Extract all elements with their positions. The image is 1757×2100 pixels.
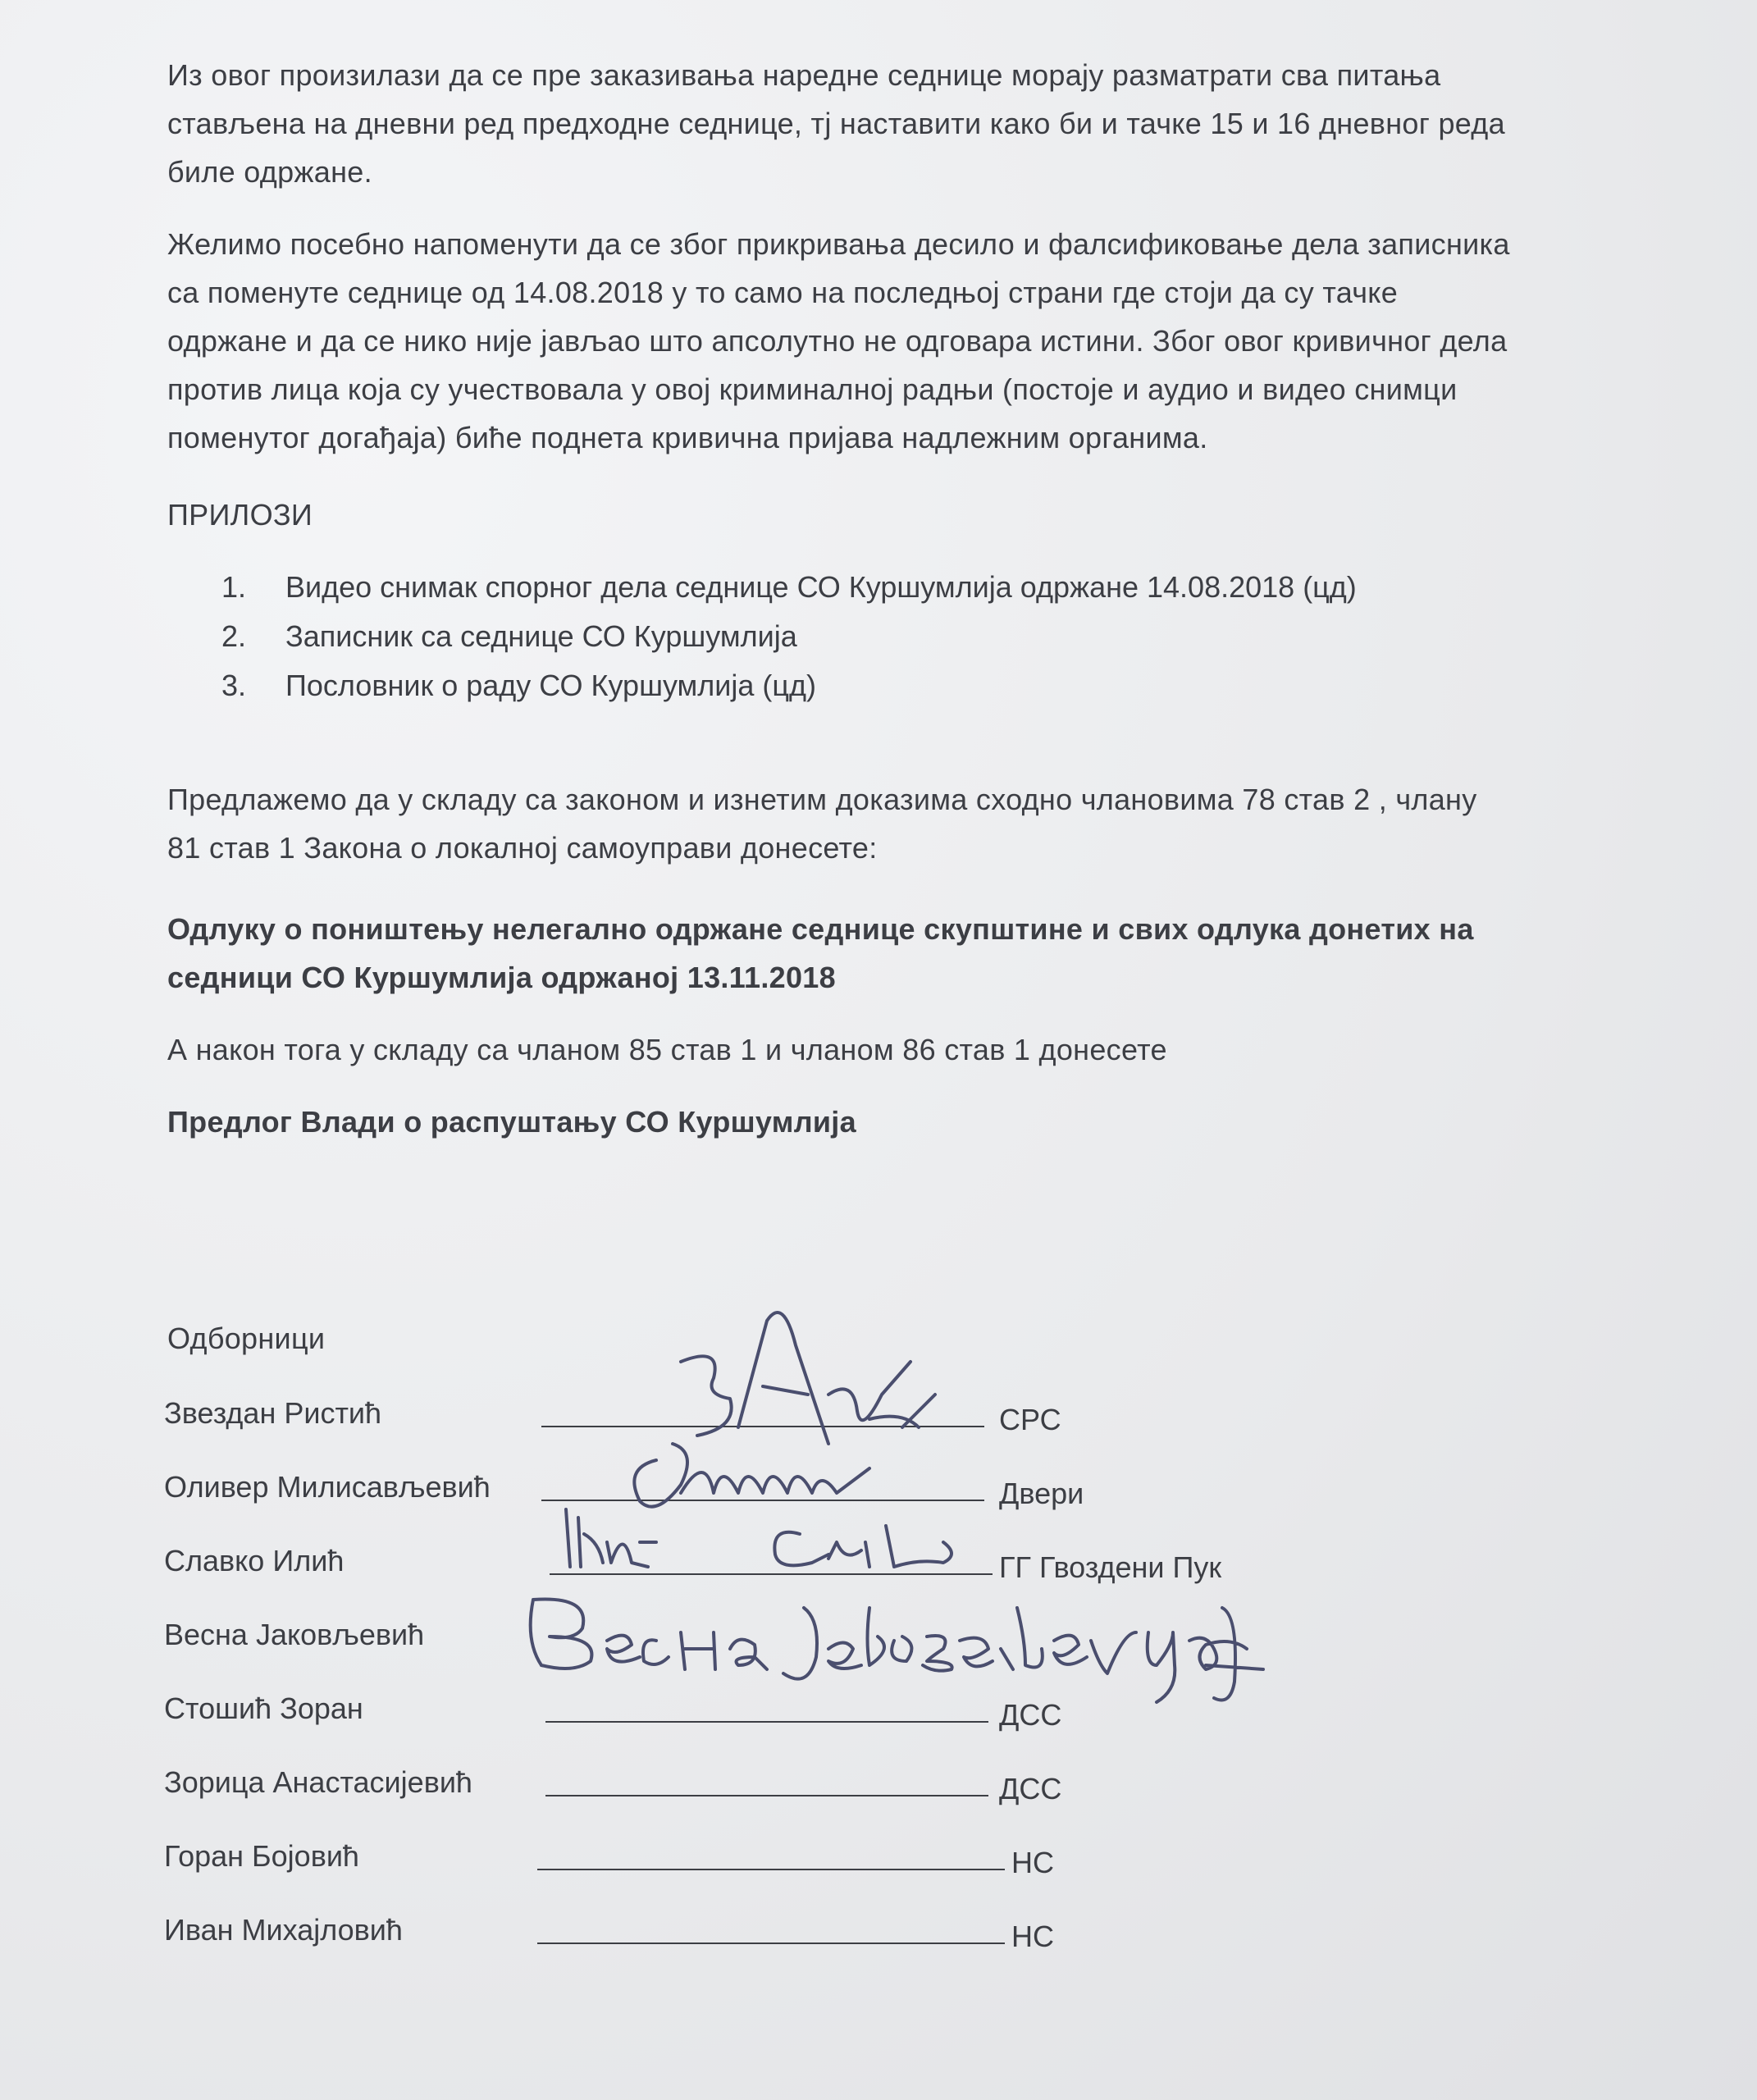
text-line: стављена на дневни ред предходне седнице, тј наставити како би и тачке 15 и 16 дневног реда <box>167 107 1505 140</box>
signature-line <box>541 1426 984 1427</box>
signature-line <box>541 1500 984 1501</box>
list-item-text: Записник са седнице СО Куршумлија <box>285 619 797 653</box>
text-line: Желимо посебно напоменути да се због прикривања десило и фалсификовање дела записника <box>167 227 1510 261</box>
party-name: СРС <box>999 1403 1061 1436</box>
paragraph-proposal <box>167 775 1477 872</box>
party-name: Двери <box>999 1477 1084 1510</box>
list-number: 1. <box>221 570 247 604</box>
text-line: Одлуку о поништењу нелегално одржане седнице скупштине и свих одлука донетих на <box>167 912 1474 946</box>
signer-name: Иван Михајловић <box>164 1913 403 1947</box>
text-line: поменутог догађаја) биће поднета кривична пријава надлежним органима. <box>167 421 1208 454</box>
attachments-heading: ПРИЛОЗИ <box>167 498 313 532</box>
signature-row <box>164 1388 1558 1437</box>
signature-row <box>164 1609 1558 1659</box>
signature-line <box>545 1721 988 1723</box>
list-item <box>221 563 1357 612</box>
party-name: ДСС <box>999 1698 1062 1732</box>
text-line: одржане и да се нико није јављао што апсолутно не одговара истини. Због овог кривичног дела <box>167 324 1508 358</box>
signature-line <box>545 1795 988 1796</box>
list-number: 3. <box>221 669 247 702</box>
text-line: 81 став 1 Закона о локалној самоуправи донесете: <box>167 831 878 865</box>
text-line: Из овог произилази да се пре заказивања наредне седнице морају разматрати сва питања <box>167 58 1441 92</box>
text-line: седници СО Куршумлија одржаној 13.11.2018 <box>167 961 836 994</box>
decision-text <box>167 905 1474 1002</box>
signature-row <box>164 1462 1558 1511</box>
text-line: са поменуте седнице од 14.08.2018 у то само на последњој страни где стоји да су тачке <box>167 276 1399 309</box>
text-line: биле одржане. <box>167 155 372 189</box>
signature-row <box>164 1536 1558 1585</box>
government-proposal: Предлог Влади о распуштању СО Куршумлија <box>167 1105 856 1139</box>
party-name: НС <box>1011 1846 1054 1879</box>
signer-name: Славко Илић <box>164 1544 345 1577</box>
signer-name: Горан Бојовић <box>164 1839 359 1873</box>
signer-name: Зорица Анастасијевић <box>164 1765 472 1799</box>
signer-name: Оливер Милисављевић <box>164 1470 491 1504</box>
paragraph-intro <box>167 51 1505 196</box>
list-item-text: Пословник о раду СО Куршумлија (цд) <box>285 669 817 702</box>
paragraph-forgery-note <box>167 220 1510 462</box>
list-item <box>221 612 1357 661</box>
signature-row <box>164 1757 1558 1806</box>
list-item <box>221 661 1357 710</box>
signature-row <box>164 1831 1558 1880</box>
signature-row <box>164 1683 1558 1732</box>
signature-line <box>537 1869 1005 1870</box>
list-number: 2. <box>221 619 247 653</box>
text-line: Предлажемо да у складу са законом и изнетим доказима сходно члановима 78 став 2 , члану <box>167 783 1477 816</box>
paragraph-followup: А након тога у складу са чланом 85 став 1 и чланом 86 став 1 донесете <box>167 1033 1167 1066</box>
signature-row <box>164 1905 1558 1954</box>
signer-name: Звездан Ристић <box>164 1396 382 1430</box>
signer-name: Весна Јаковљевић <box>164 1618 425 1651</box>
party-name: ГГ Гвоздени Пук <box>999 1550 1222 1584</box>
text-line: против лица која су учествовала у овој криминалној радњи (постоје и аудио и видео снимци <box>167 372 1458 406</box>
signature-line <box>537 1942 1005 1944</box>
list-item-text: Видео снимак спорног дела седнице СО Куршумлија одржане 14.08.2018 (цд) <box>285 570 1357 604</box>
party-name: ДСС <box>999 1772 1062 1806</box>
signer-name: Стошић Зоран <box>164 1691 363 1725</box>
attachments-list <box>221 563 1357 710</box>
councillors-label: Одборници <box>167 1322 326 1355</box>
signature-line <box>550 1573 993 1575</box>
party-name: НС <box>1011 1920 1054 1953</box>
